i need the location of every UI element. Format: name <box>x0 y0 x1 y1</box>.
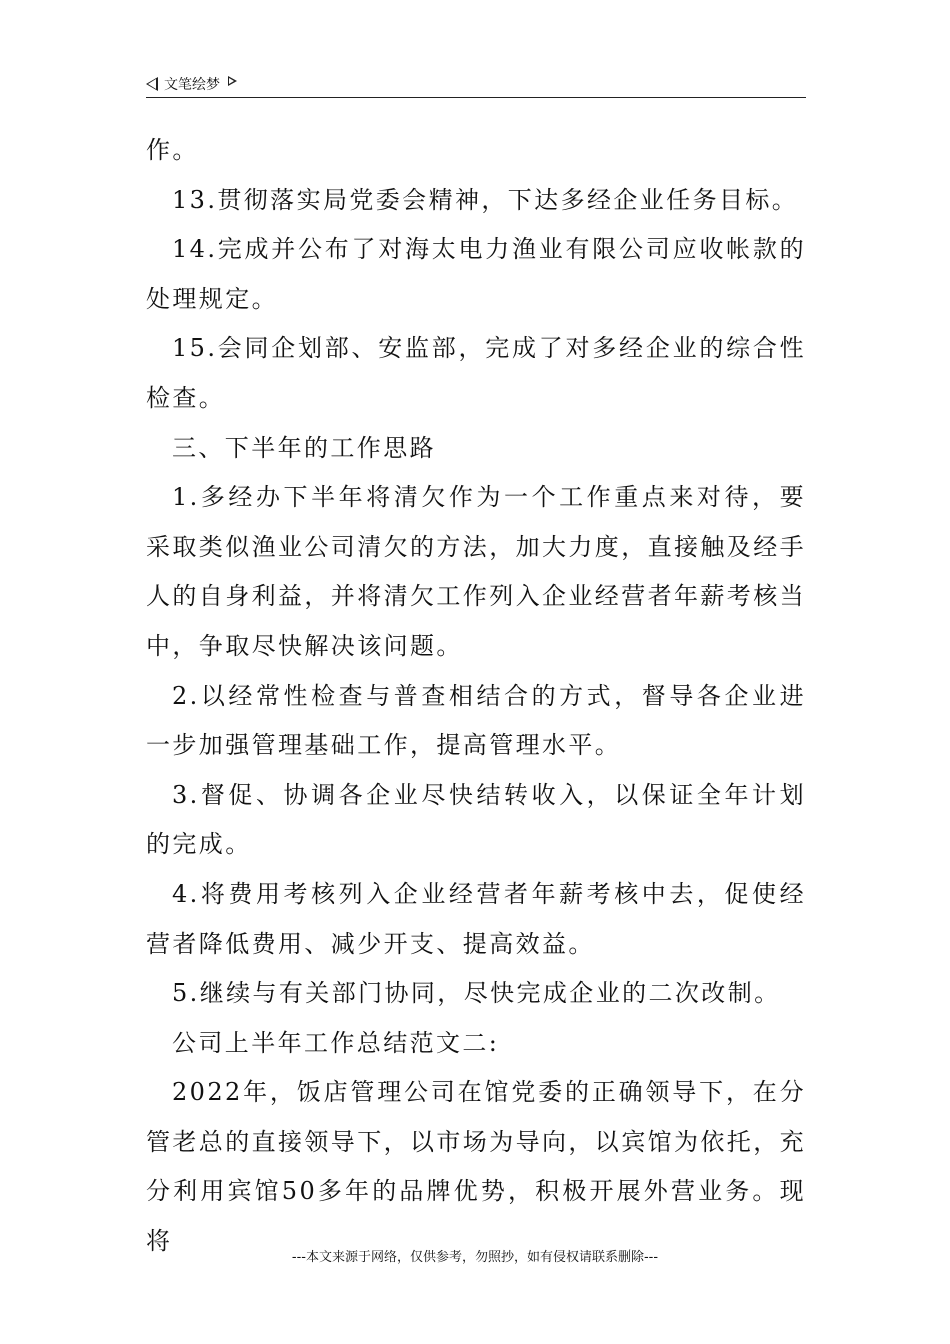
paragraph: 15.会同企划部、安监部，完成了对多经企业的综合性检查。 <box>146 334 806 412</box>
paragraph: 1.多经办下半年将清欠作为一个工作重点来对待，要采取类似渔业公司清欠的方法，加大力度，直接触及经手人的自身利益，并将清欠工作列入企业经营者年薪考核当中，争取尽快解决该问题。 <box>146 483 806 660</box>
paragraph: 2022年，饭店管理公司在馆党委的正确领导下，在分管老总的直接领导下，以市场为导向，以宾馆为依托，充分利用宾馆50多年的品牌优势，积极开展外营业务。现将 <box>146 1078 806 1256</box>
triangle-right-icon <box>228 76 237 86</box>
paragraph: 5.继续与有关部门协同，尽快完成企业的二次改制。 <box>172 979 781 1008</box>
paragraph: 14.完成并公布了对海太电力渔业有限公司应收帐款的处理规定。 <box>146 235 806 313</box>
paragraph: 2.以经常性检查与普查相结合的方式，督导各企业进一步加强管理基础工作，提高管理水平。 <box>146 681 806 760</box>
section-heading: 公司上半年工作总结范文二: <box>172 1028 500 1057</box>
paragraph: 4.将费用考核列入企业经营者年薪考核中去，促使经营者降低费用、减少开支、提高效益。 <box>146 879 806 958</box>
header-brand-text: 文笔绘梦 <box>164 77 220 93</box>
section-heading: 三、下半年的工作思路 <box>172 433 436 462</box>
paragraph: 3.督促、协调各企业尽快结转收入，以保证全年计划的完成。 <box>146 780 806 859</box>
paragraph: 作。 <box>146 136 199 164</box>
footer-notice: ---本文来源于网络，仅供参考，勿照抄，如有侵权请联系删除--- <box>291 1250 659 1265</box>
triangle-left-icon <box>146 77 158 91</box>
document-body <box>146 126 806 1267</box>
header-brand <box>146 74 237 94</box>
header-divider <box>146 97 806 98</box>
paragraph: 13.贯彻落实局党委会精神，下达多经企业任务目标。 <box>172 185 799 214</box>
page-header <box>146 72 806 96</box>
